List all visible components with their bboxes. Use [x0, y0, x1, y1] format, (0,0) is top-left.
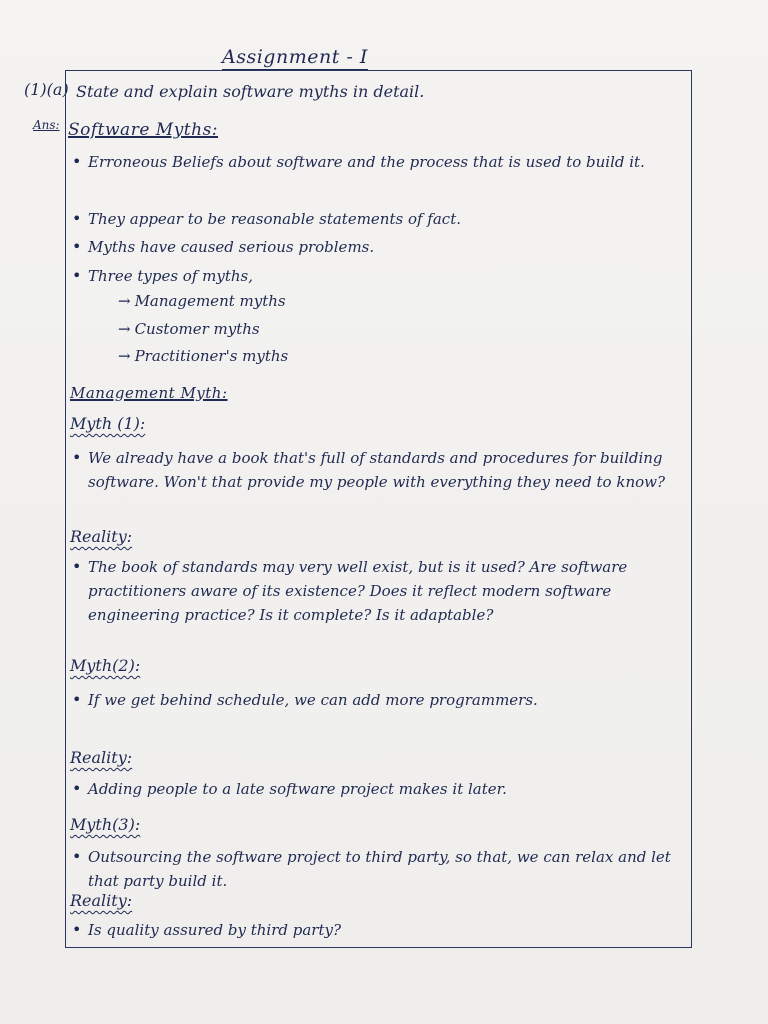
- myth-type-3: → Practitioner's myths: [118, 347, 289, 365]
- reality-2-text: • Adding people to a late software project makes it later.: [70, 777, 680, 801]
- answer-label: Ans:: [33, 118, 60, 132]
- question-number: (1)(a): [24, 80, 69, 99]
- intro-bullet-3: • Myths have caused serious problems.: [70, 235, 680, 259]
- arrow-icon: →: [118, 347, 131, 365]
- reality-3-label: Reality:: [70, 891, 133, 910]
- question-text: State and explain software myths in detail.: [76, 82, 425, 101]
- intro-bullet-1: • Erroneous Beliefs about software and the process that is used to build it.: [70, 150, 680, 174]
- myth-1-label: Myth (1):: [70, 414, 146, 433]
- answer-frame: [65, 70, 692, 948]
- myth-2-label: Myth(2):: [70, 656, 141, 675]
- myth-1-text: • We already have a book that's full of standards and procedures for building software. Won't that provide my people with everything they need to know?: [70, 446, 680, 494]
- reality-2-label: Reality:: [70, 748, 133, 767]
- reality-1-label: Reality:: [70, 527, 133, 546]
- intro-bullet-2: • They appear to be reasonable statements of fact.: [70, 207, 680, 231]
- myth-type-1: → Management myths: [118, 292, 286, 310]
- myth-3-label: Myth(3):: [70, 815, 141, 834]
- intro-bullet-4: • Three types of myths,: [70, 264, 680, 288]
- arrow-icon: →: [118, 320, 131, 338]
- section-heading-software-myths: Software Myths:: [68, 120, 219, 140]
- arrow-icon: →: [118, 292, 131, 310]
- myth-2-text: • If we get behind schedule, we can add more programmers.: [70, 688, 680, 712]
- reality-1-text: • The book of standards may very well exist, but is it used? Are software practitioners aware of its existence? Does it reflect modern software engineering practice? Is it complete? Is it adaptable?: [70, 555, 680, 627]
- page-title: Assignment - I: [222, 46, 368, 68]
- reality-3-text: • Is quality assured by third party?: [70, 918, 680, 942]
- myth-3-text: • Outsourcing the software project to third party, so that, we can relax and let that party build it.: [70, 845, 680, 893]
- myth-type-2: → Customer myths: [118, 320, 260, 338]
- section-heading-management-myth: Management Myth:: [70, 384, 228, 402]
